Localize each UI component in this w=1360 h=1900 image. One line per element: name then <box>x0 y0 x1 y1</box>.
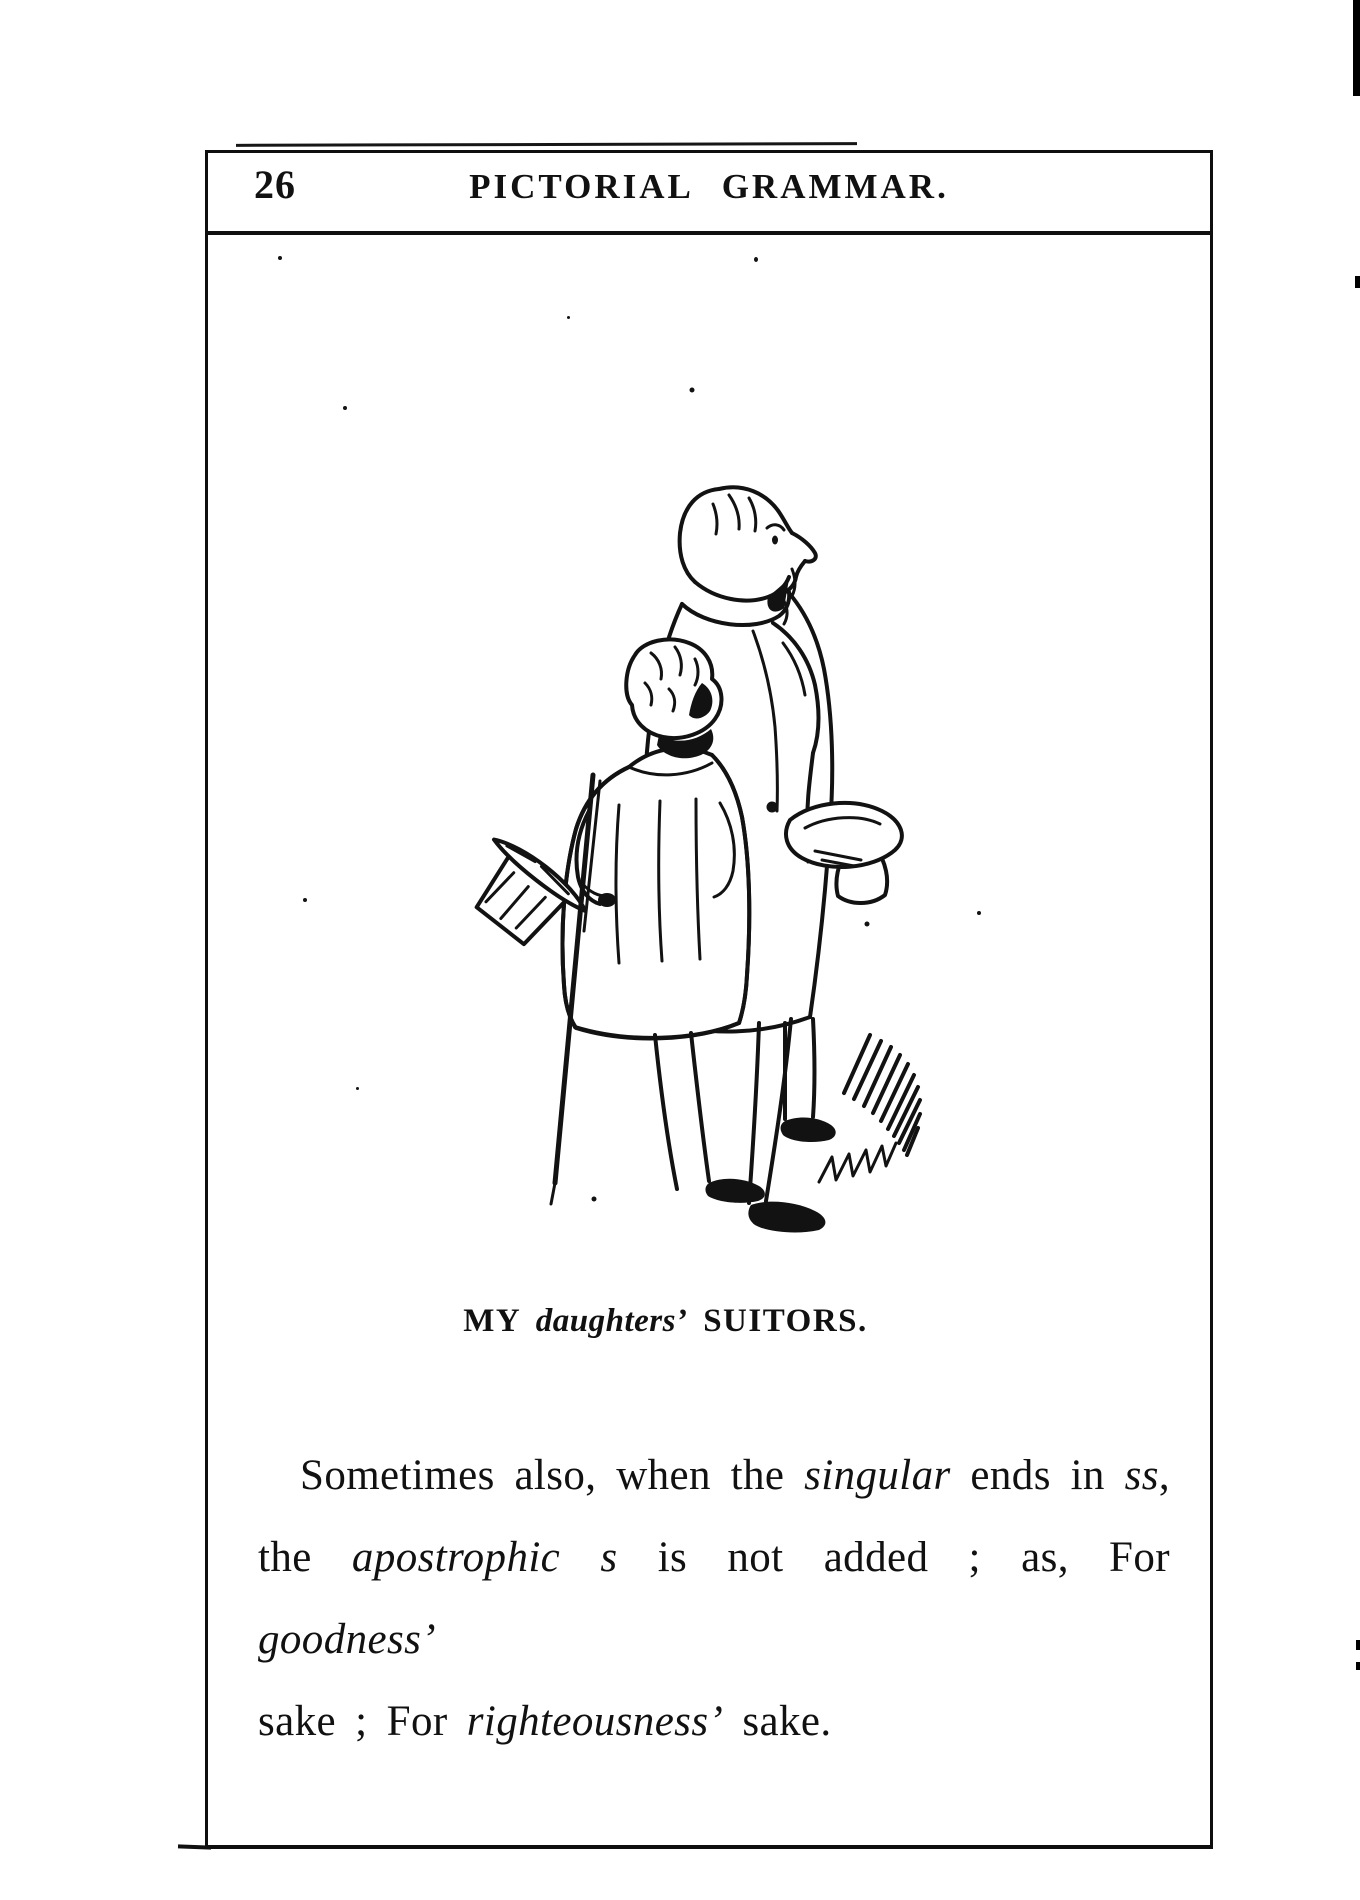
scan-speck <box>977 911 981 915</box>
short-suitor-figure <box>455 639 765 1204</box>
scan-speck <box>567 316 570 319</box>
border-corner-artifact <box>178 1844 211 1849</box>
body-paragraph <box>258 1435 1170 1763</box>
paragraph-line: sake ; For righteousness’ sake. <box>258 1698 832 1745</box>
paragraph-line: Sometimes also, when the singular ends in ss, <box>300 1452 1170 1499</box>
page-frame <box>205 150 1213 1849</box>
scan-speck <box>754 257 758 262</box>
header-rule <box>206 231 1212 235</box>
scan-double-line-artifact <box>236 142 857 147</box>
scan-speck <box>356 1087 359 1090</box>
page-edge-artifact <box>1356 1640 1360 1650</box>
page-edge-artifact <box>1353 0 1360 96</box>
page-number: 26 <box>254 162 296 207</box>
scan-speck <box>278 256 282 260</box>
illustration-caption: MY daughters’ SUITORS. <box>463 1303 868 1339</box>
page-edge-artifact <box>1356 1662 1360 1670</box>
tall-suitor-hat <box>786 803 902 903</box>
running-title: PICTORIAL GRAMMAR. <box>469 167 949 206</box>
scan-speck <box>343 406 347 410</box>
paragraph-line: the apostrophic s is not added ; as, For goodness’ <box>258 1534 1170 1663</box>
suitors-illustration <box>423 383 983 1263</box>
ground-shading-hatching <box>819 1035 920 1182</box>
page-edge-artifact <box>1355 276 1360 288</box>
scan-speck <box>303 898 307 902</box>
